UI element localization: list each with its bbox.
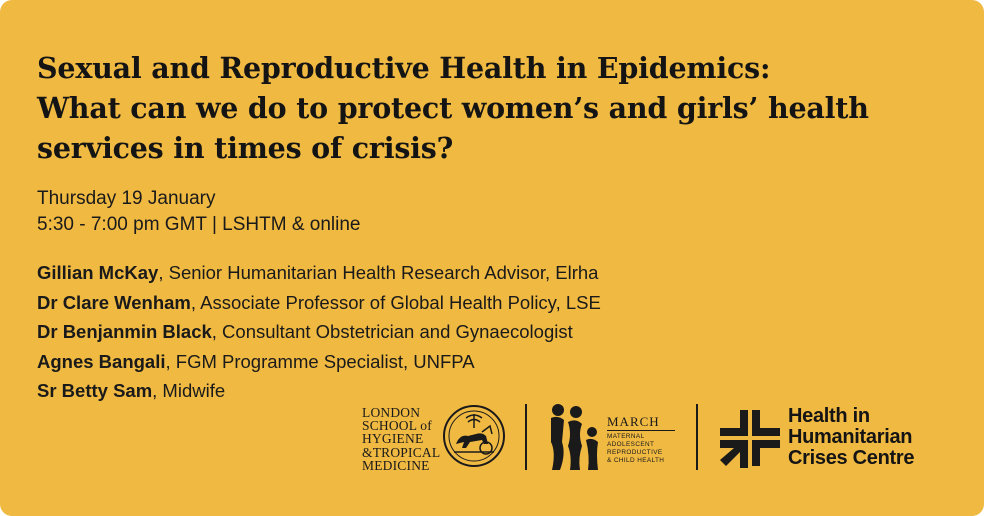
- march-sub-line: REPRODUCTIVE: [607, 449, 663, 456]
- event-title: [37, 48, 957, 168]
- march-logo-subtitle: [607, 433, 664, 465]
- lshtm-line: &TROPICAL: [362, 444, 441, 460]
- march-sub-line: MATERNAL: [607, 433, 645, 440]
- title-line-3: services in times of crisis?: [37, 131, 454, 165]
- speaker-name: Gillian McKay: [37, 262, 159, 283]
- hhcc-line: Health in: [788, 405, 870, 427]
- speaker-role: , Associate Professor of Global Health Policy, LSE: [190, 291, 601, 313]
- lshtm-line: HYGIENE: [362, 431, 424, 447]
- speaker-role: , FGM Programme Specialist, UNFPA: [165, 350, 475, 372]
- speaker-role: , Consultant Obstetrician and Gynaecologist: [211, 321, 573, 342]
- hhcc-logo-text: [788, 406, 914, 469]
- speaker-name: Dr Benjanmin Black: [37, 321, 212, 342]
- logo-divider: [525, 404, 527, 470]
- speaker-item: [37, 288, 601, 318]
- speaker-item: [37, 258, 601, 288]
- march-sub-line: ADOLESCENT: [607, 441, 655, 448]
- march-logo-name: MARCH: [607, 414, 660, 429]
- hhcc-line: Humanitarian: [788, 426, 913, 448]
- march-sub-line: & CHILD HEALTH: [607, 457, 665, 464]
- speaker-role: , Midwife: [152, 380, 226, 401]
- speaker-item: [37, 317, 601, 347]
- lshtm-line: SCHOOL of: [362, 418, 432, 434]
- title-line-2: What can we do to protect women’s and girls’ health: [37, 91, 869, 125]
- march-logo-rule: [607, 430, 675, 431]
- hhcc-arrows-icon: [720, 408, 780, 468]
- event-details: [37, 186, 361, 238]
- lshtm-line: MEDICINE: [362, 457, 430, 473]
- lshtm-seal-icon: [442, 404, 506, 468]
- speaker-item: [37, 347, 601, 377]
- speaker-name: Agnes Bangali: [37, 350, 166, 372]
- logo-divider: [696, 404, 698, 470]
- title-line-1: Sexual and Reproductive Health in Epidemics:: [37, 51, 771, 85]
- lshtm-line: LONDON: [362, 405, 421, 420]
- event-date: Thursday 19 January: [37, 188, 216, 209]
- hhcc-line: Crises Centre: [788, 447, 915, 469]
- speaker-name: Dr Clare Wenham: [37, 291, 191, 313]
- speaker-name: Sr Betty Sam: [37, 380, 153, 401]
- partner-logos: [360, 400, 960, 480]
- speaker-list: [37, 258, 601, 406]
- event-time-location: 5:30 - 7:00 pm GMT | LSHTM & online: [37, 214, 361, 235]
- march-family-icon: [548, 402, 600, 472]
- speaker-role: , Senior Humanitarian Health Research Advisor, Elrha: [158, 262, 599, 283]
